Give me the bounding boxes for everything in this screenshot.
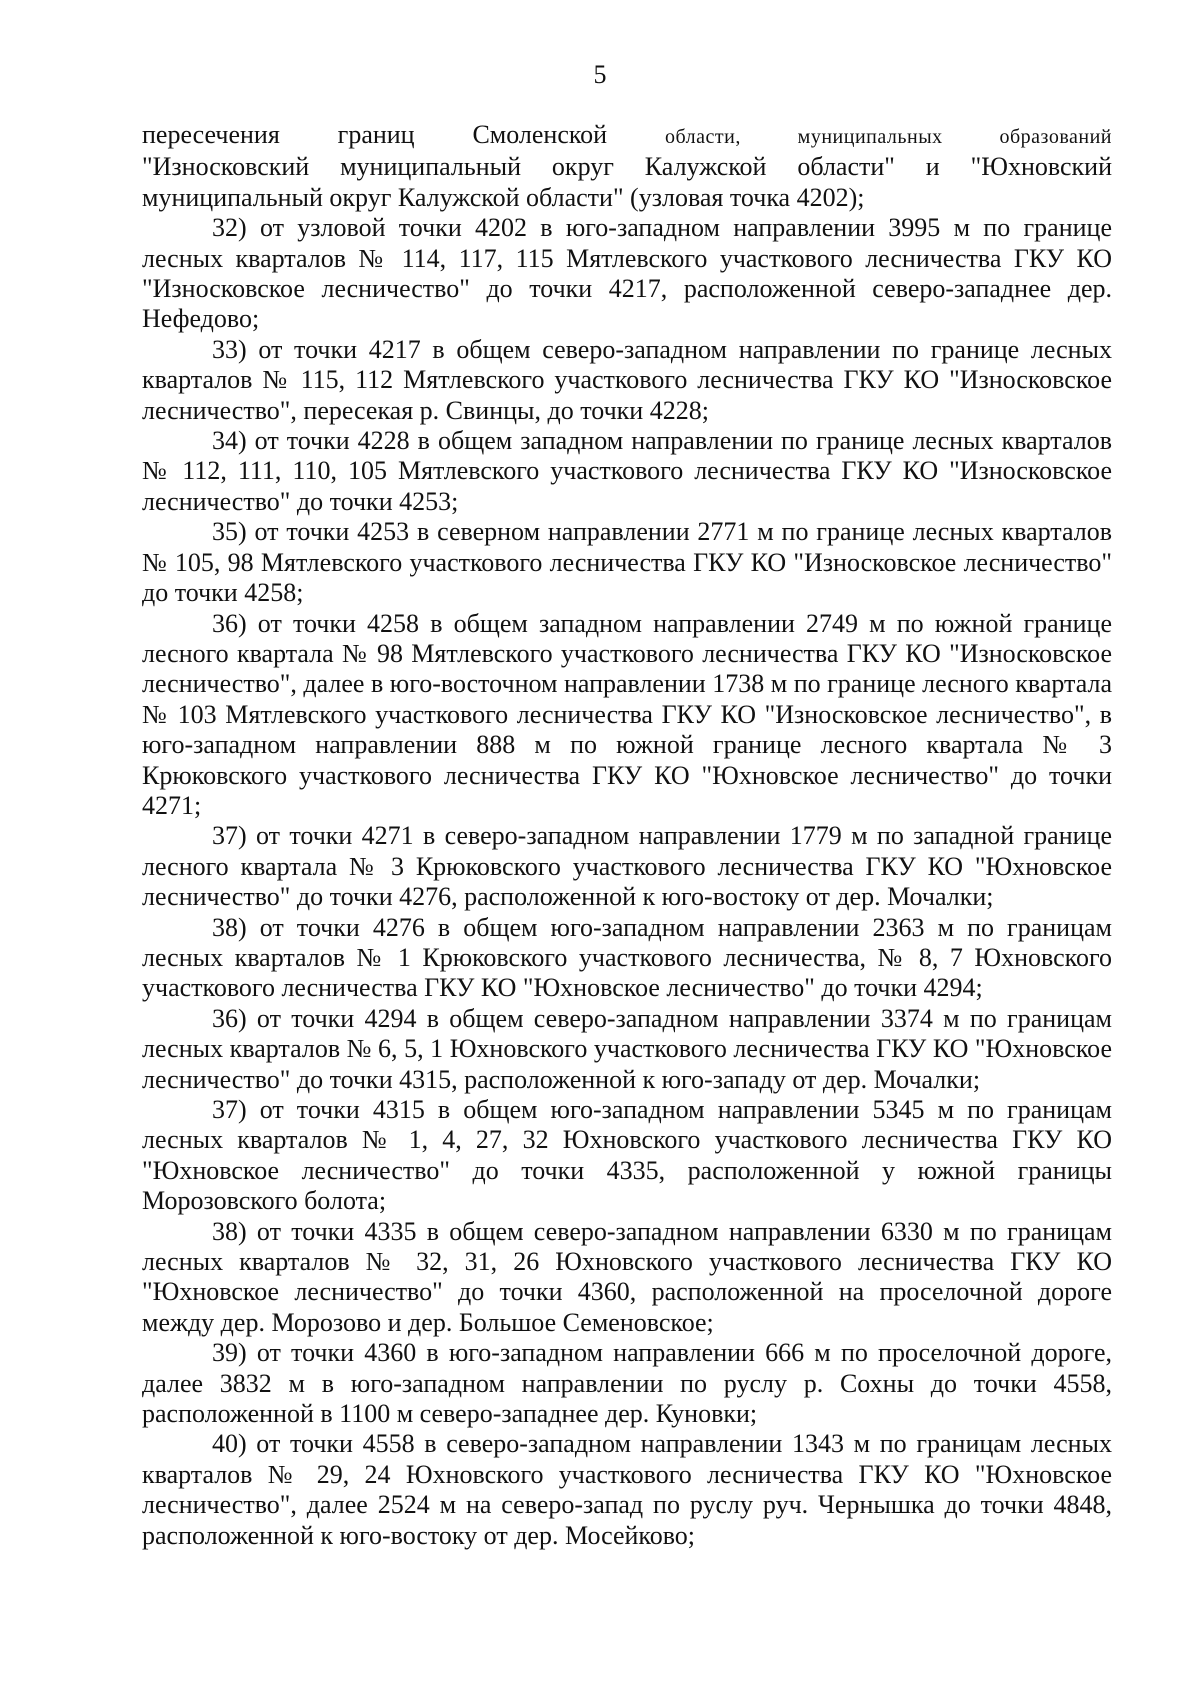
- intro-paragraph: [142, 120, 1112, 213]
- paragraph-37-repeat: 37) от точки 4315 в общем юго-западном направлении 5345 м по границам лесных кварталов № 1, 4, 27, 32 Юхновского участкового лесничества ГКУ КО "Юхновское лесничество" до точки 4335, расположенной у южной границы Морозовского болота;: [142, 1095, 1112, 1216]
- paragraph-36-repeat: 36) от точки 4294 в общем северо-западном направлении 3374 м по границам лесных кварталов № 6, 5, 1 Юхновского участкового лесничества ГКУ КО "Юхновское лесничество" до точки 4315, расположенной к юго-западу от дер. Мочалки;: [142, 1003, 1112, 1094]
- paragraph-38: 38) от точки 4276 в общем юго-западном направлении 2363 м по границам лесных кварталов № 1 Крюковского участкового лесничества, № 8, 7 Юхновского участкового лесничества ГКУ КО "Юхновское лесничество" до точки 4294;: [142, 912, 1112, 1003]
- page-number: 5: [593, 60, 607, 89]
- paragraph-34: 34) от точки 4228 в общем западном направлении по границе лесных кварталов № 112, 111, 110, 105 Мятлевского участкового лесничества ГКУ КО "Износковское лесничество" до точки 4253;: [142, 426, 1112, 516]
- paragraph-33: 33) от точки 4217 в общем северо-западном направлении по границе лесных кварталов № 115, 112 Мятлевского участкового лесничества ГКУ КО "Износковское лесничество", пересекая р. Свинцы, до точки 4228;: [142, 334, 1112, 425]
- paragraph-35: 35) от точки 4253 в северном направлении 2771 м по границе лесных кварталов № 105, 98 Мятлевского участкового лесничества ГКУ КО "Износковское лесничество" до точки 4258;: [142, 517, 1112, 608]
- paragraph-36: 36) от точки 4258 в общем западном направлении 2749 м по южной границе лесного квартала № 98 Мятлевского участкового лесничества ГКУ КО "Износковское лесничество", далее в юго-восточном направлении 1738 м по границе лесного квартала № 103 Мятлевского участкового лесничества ГКУ КО "Износковское лесничество", в юго-западном направлении 888 м по южной границе лесного квартала № 3 Крюковского участкового лесничества ГКУ КО "Юхновское лесничество" до точки 4271;: [142, 608, 1112, 820]
- intro-first-line: [142, 120, 1112, 152]
- document-body: [142, 120, 1112, 1551]
- intro-rest: "Износковский муниципальный округ Калужской области" и "Юхновский муниципальный округ Калужской области" (узловая точка 4202);: [142, 152, 1112, 212]
- paragraph-37: 37) от точки 4271 в северо-западном направлении 1779 м по западной границе лесного квартала № 3 Крюковского участкового лесничества ГКУ КО "Юхновское лесничество" до точки 4276, расположенной к юго-востоку от дер. Мочалки;: [142, 821, 1112, 912]
- paragraph-39: 39) от точки 4360 в юго-западном направлении 666 м по проселочной дороге, далее 3832 м в юго-западном направлении по руслу р. Сохны до точки 4558, расположенной в 1100 м северо-западнее дер. Куновки;: [142, 1338, 1112, 1429]
- paragraph-40: 40) от точки 4558 в северо-западном направлении 1343 м по границам лесных кварталов № 29, 24 Юхновского участкового лесничества ГКУ КО "Юхновское лесничество", далее 2524 м на северо-запад по руслу руч. Чернышка до точки 4848, расположенной к юго-востоку от дер. Мосейково;: [142, 1429, 1112, 1550]
- paragraph-32: 32) от узловой точки 4202 в юго-западном направлении 3995 м по границе лесных кварталов № 114, 117, 115 Мятлевского участкового лесничества ГКУ КО "Износковское лесничество" до точки 4217, расположенной северо-западнее дер. Нефедово;: [142, 213, 1112, 334]
- intro-first-line-start: пересечения границ Смоленской: [142, 120, 665, 149]
- intro-first-line-end: области, муниципальных образований: [664, 126, 1113, 148]
- paragraph-38-repeat: 38) от точки 4335 в общем северо-западном направлении 6330 м по границам лесных кварталов № 32, 31, 26 Юхновского участкового лесничества ГКУ КО "Юхновское лесничество" до точки 4360, расположенной на проселочной дороге между дер. Морозово и дер. Большое Семеновское;: [142, 1216, 1112, 1337]
